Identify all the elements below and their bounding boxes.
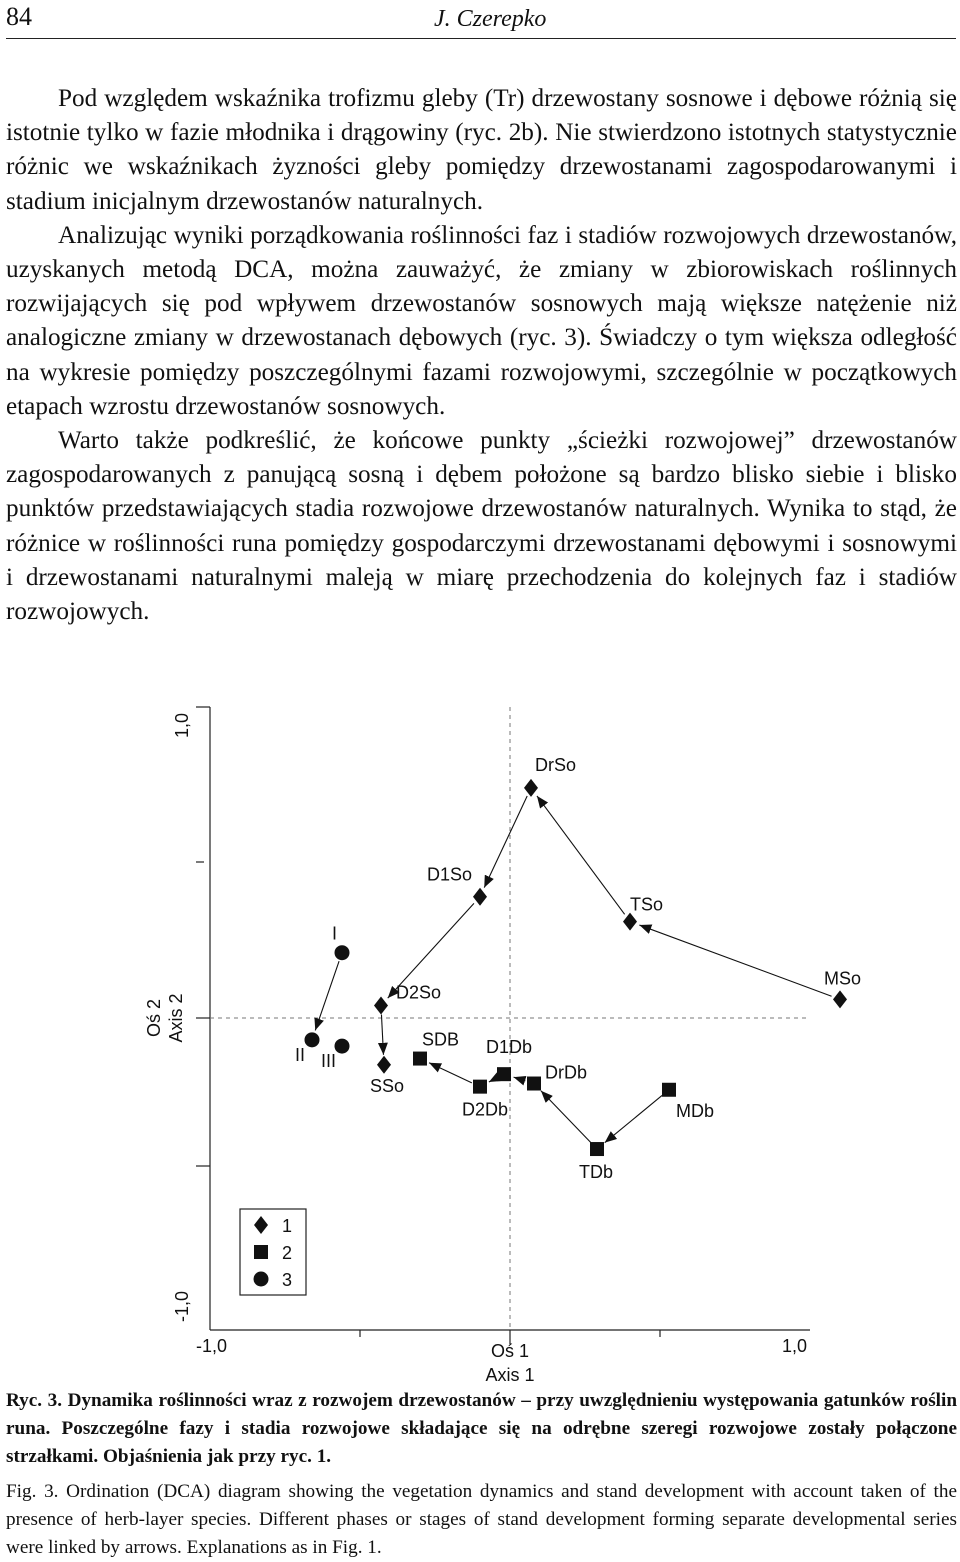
arrow-D1Db-to-D2Db [489,1078,496,1082]
x-axis-title-en: Axis 1 [485,1365,535,1385]
point-D2So [374,997,388,1015]
x-tick-label-max: 1,0 [782,1336,808,1356]
point-label-I: I [332,923,338,944]
arrow-I-to-II [315,961,339,1030]
y-tick-label-max: 1,0 [172,712,192,738]
arrow-D2So-to-SSo [381,1015,383,1055]
paragraph: Pod względem wskaźnika trofizmu gleby (Tr) drzewostany sosnowe i dębowe różnią się istotnie tylko w fazie młodnika i drągowiny (ryc. 2b). Nie stwierdzono istotnych statystycznie różnic we wskaźnikach żyzności gleby pomiędzy drzewostanami zagospodarowanymi i stadium inicjalnym drzewostanów naturalnych. [6,85,957,215]
point-DrDb [527,1077,541,1091]
point-SDB [413,1052,427,1066]
point-label-II: II [295,1044,306,1065]
legend-label-2: 2 [282,1243,293,1263]
y-tick-label-min: -1,0 [172,1290,192,1322]
y-axis-title: Oś 2 [144,998,164,1038]
arrow-DrSo-to-D1So [484,796,527,888]
arrow-DrDb-to-D1Db [514,1077,526,1081]
arrow-TSo-to-DrSo [537,796,625,914]
legend-label-3: 3 [282,1270,293,1290]
point-TDb [590,1142,604,1156]
point-I [335,945,350,960]
point-II [305,1032,320,1047]
point-D1Db [497,1067,511,1081]
arrow-MSo-to-TSo [639,925,831,996]
point-SSo [377,1056,391,1074]
body-text [6,82,957,629]
point-III [335,1039,350,1054]
legend-marker-2 [254,1245,268,1259]
legend-marker-3 [254,1272,269,1287]
figure-caption-en: Fig. 3. Ordination (DCA) diagram showing the vegetation dynamics and stand development with account taken of the presence of herb-layer species. Different phases or stages of stand development forming separate developmental series were linked by arrows. Explanations as in Fig. 1. [6,1481,957,1558]
arrow-MDb-to-TDb [605,1095,662,1142]
paragraph: Analizując wyniki porządkowania roślinności faz i stadiów rozwojowych drzewostanów, uzyskanych metodą DCA, można zauważyć, że zmiany w zbiorowiskach roślinnych rozwijających się pod wpływem drzewostanów sosnowych mają większe natężenie niż analogiczne zmiany w drzewostanach dębowych (ryc. 3). Świadczy o tym większa odległość na wykresie pomiędzy poszczególnymi fazami rozwojowymi, szczególnie w początkowych etapach wzrostu drzewostanów sosnowych. [6,221,957,420]
x-tick-label-min: -1,0 [196,1336,228,1356]
paragraph: Warto także podkreślić, że końcowe punkty „ścieżki rozwojowej” drzewostanów zagospodarowanych z panującą sosną i dębem położone są bardzo blisko siebie i blisko punktów przedstawiających stadia rozwojowe drzewostanów naturalnych. Wynika to stąd, że różnice w roślinności runa pomiędzy gospodarczymi drzewostanami dębowymi i sosnowymi i drzewostanami naturalnymi maleją w miarę przechodzenia do kolejnych faz i stadiów rozwojowych. [6,427,957,626]
point-label-D1Db: D1Db [486,1037,533,1058]
point-TSo [623,913,637,931]
point-MDb [662,1083,676,1097]
point-D1So [473,888,487,906]
point-label-D2Db: D2Db [462,1099,509,1120]
arrow-D2Db-to-SDB [429,1063,472,1083]
point-DrSo [524,779,538,797]
figure-3 [0,688,960,1388]
point-label-MSo: MSo [824,968,862,989]
dca-ordination-chart [0,688,960,1388]
point-label-D2So: D2So [396,982,442,1003]
y-axis-title-en: Axis 2 [166,993,186,1043]
point-label-DrDb: DrDb [545,1062,588,1083]
point-MSo [833,990,847,1008]
figure-caption-pl: Ryc. 3. Dynamika roślinności wraz z rozwojem drzewostanów – przy uwzględnieniu występowania gatunków roślin runa. Poszczególne fazy i stadia rozwojowe składające się na odrębne szeregi rozwojowe zostały połączone strzałkami. Objaśnienia jak przy ryc. 1. [6,1390,957,1467]
legend-label-1: 1 [282,1216,293,1236]
point-label-MDb: MDb [676,1100,715,1121]
point-label-III: III [321,1051,337,1072]
legend-marker-1 [254,1216,268,1234]
point-label-TDb: TDb [579,1162,614,1183]
point-label-SDB: SDB [422,1029,460,1050]
point-label-DrSo: DrSo [535,754,577,775]
x-axis-title: Oś 1 [490,1341,530,1361]
legend-box [240,1209,306,1295]
point-label-D1So: D1So [427,864,473,885]
arrow-TDb-to-DrDb [541,1091,591,1143]
running-head: J. Czerepko [434,6,547,32]
point-D2Db [473,1080,487,1094]
page-header [6,0,956,39]
page-number: 84 [6,2,32,31]
point-label-SSo: SSo [370,1075,405,1096]
point-label-TSo: TSo [630,894,664,915]
